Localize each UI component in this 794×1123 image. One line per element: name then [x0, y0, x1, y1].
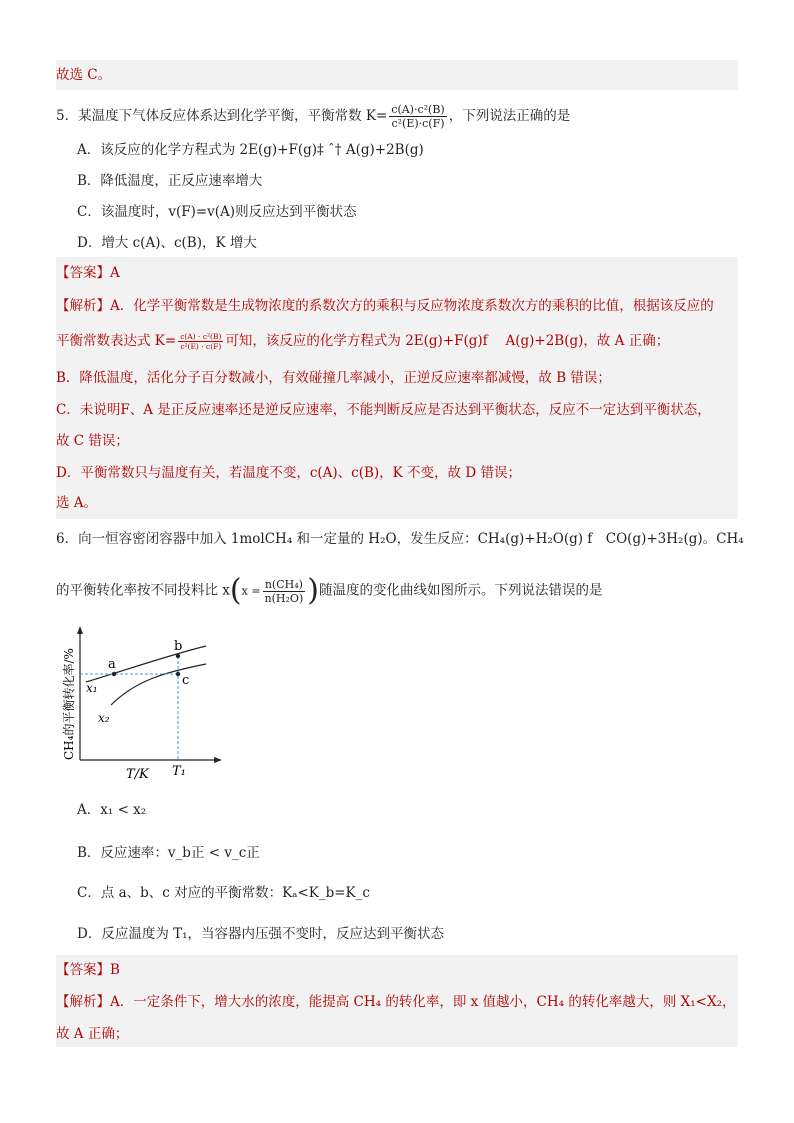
label-x1: x₁	[86, 681, 98, 695]
q6-stem-2a: 的平衡转化率按不同投料比 x	[56, 582, 230, 599]
q5-option-c: C．该温度时，v(F)=v(A)则反应达到平衡状态	[77, 204, 357, 220]
q5-k-den: c²(E)·c(F)	[391, 117, 445, 130]
q6-option-d: D．反应温度为 T₁，当容器内压强不变时，反应达到平衡状态	[77, 926, 445, 942]
q6-ratio-den: n(H₂O)	[264, 591, 304, 605]
q5-k-fraction	[389, 103, 446, 130]
q6-graph	[56, 620, 226, 785]
q5-exp-label: 【解析】	[56, 298, 110, 314]
q5-explanation-6: D．平衡常数只与温度有关，若温度不变，c(A)、c(B)，K 不变，故 D 错误；	[56, 465, 521, 481]
q5-exp-den: c²(E) · c(F)	[180, 342, 222, 351]
q5-explanation-3: B．降低温度，活化分子百分数减小，有效碰撞几率减小，正逆反应速率都减慢，故 B 错误；	[56, 370, 611, 386]
q5-option-b: B．降低温度，正反应速率增大	[77, 173, 263, 189]
shade-top	[56, 60, 738, 90]
y-axis-arrow	[77, 626, 83, 634]
q6-answer: 【答案】B	[56, 962, 120, 978]
q5-exp-2a: 平衡常数表达式 K=	[56, 333, 177, 349]
q6-explanation-2: 故 A 正确；	[56, 1026, 129, 1042]
q6-exp-label: 【解析】	[56, 994, 110, 1010]
q5-exp-num: c(A) · c²(B)	[180, 332, 222, 341]
q5-exp-fraction	[178, 332, 223, 351]
label-b: b	[174, 639, 183, 654]
q6-ratio-num: n(CH₄)	[263, 578, 306, 592]
q5-answer: 【答案】A	[56, 265, 120, 281]
q6-stem-2: 的平衡转化率按不同投料比 x(x = $\frac{\text{n(CH₄)}}{\text{n(H₂O)}}$ )随温度的变化曲线如图所示。下列说法错误的是	[56, 573, 603, 608]
q6-x-eq: x =	[241, 584, 261, 598]
label-x2: x₂	[98, 711, 110, 725]
q5-explanation-7: 选 A。	[56, 495, 98, 511]
q5-k-num: c(A)·c²(B)	[391, 103, 445, 116]
point-c	[176, 672, 180, 676]
y-axis-label: CH₄的平衡转化率/%	[62, 648, 76, 760]
q6-option-a: A．x₁ < x₂	[77, 802, 147, 818]
q6-stem-2b: 随温度的变化曲线如图所示。下列说法错误的是	[318, 582, 603, 599]
q5-stem-a: 5．某温度下气体反应体系达到化学平衡，平衡常数 K=	[56, 108, 388, 124]
q5-exp-2b: 可知，该反应的化学方程式为 2E(g)+F(g)f A(g)+2B(g)，故 A 正确；	[225, 333, 670, 349]
point-a	[112, 672, 116, 676]
x-axis-label: T/K	[126, 767, 149, 782]
t1-label: T₁	[172, 764, 186, 779]
q6-explanation-1	[56, 993, 736, 1011]
q6-option-c: C．点 a、b、c 对应的平衡常数：Kₐ<K_b=K_c	[77, 885, 370, 901]
point-b	[176, 654, 180, 658]
top-conclusion: 故选 C。	[56, 67, 112, 83]
q5-option-d: D．增大 c(A)、c(B)，K 增大	[77, 235, 257, 251]
q5-exp-1: A．化学平衡常数是生成物浓度的系数次方的乘积与反应物浓度系数次方的乘积的比值，根据该反应的	[110, 298, 714, 314]
q6-stem-1: 6．向一恒容密闭容器中加入 1molCH₄ 和一定量的 H₂O，发生反应：CH₄(g)+H₂O(g) f CO(g)+3H₂(g)。CH₄	[56, 531, 744, 547]
q5-stem	[56, 103, 570, 130]
label-a: a	[108, 657, 116, 672]
q6-option-b: B．反应速率：v_b正 < v_c正	[77, 845, 260, 861]
q5-option-a: A．该反应的化学方程式为 2E(g)+F(g)‡ ˆ† A(g)+2B(g)	[77, 142, 424, 158]
q5-explanation-2	[56, 332, 669, 351]
q5-explanation-5: 故 C 错误；	[56, 433, 129, 449]
q6-ratio-fraction	[263, 578, 306, 605]
x-axis-arrow	[214, 757, 222, 763]
q5-stem-b: ，下列说法正确的是	[448, 108, 571, 124]
q5-explanation-4: C．未说明F、A 是正反应速率还是逆反应速率，不能判断反应是否达到平衡状态，反应不一定达到平衡状态，	[56, 402, 711, 418]
q5-explanation-1	[56, 297, 714, 315]
q6-exp-1: A．一定条件下，增大水的浓度，能提高 CH₄ 的转化率，即 x 值越小，CH₄ 的转化率越大，则 X₁<X₂，	[110, 994, 736, 1010]
label-c: c	[182, 673, 190, 688]
